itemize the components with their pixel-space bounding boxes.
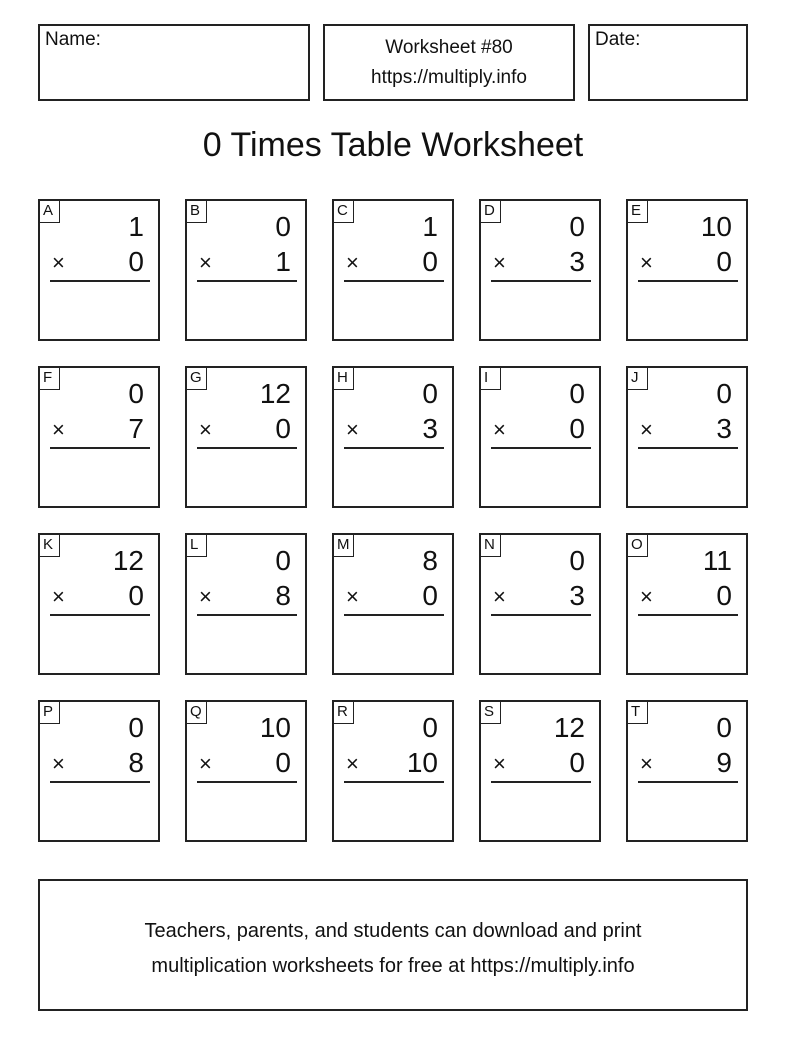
answer-line xyxy=(491,781,591,783)
answer-line xyxy=(638,280,738,282)
multiplier: 0 xyxy=(128,580,144,611)
problem-card-d[interactable] xyxy=(479,199,601,341)
answer-line xyxy=(50,614,150,616)
multiply-sign-icon: × xyxy=(493,417,506,442)
multiply-sign-icon: × xyxy=(346,584,359,609)
problem-card-m[interactable] xyxy=(332,533,454,675)
problem-card-b[interactable] xyxy=(185,199,307,341)
answer-line xyxy=(491,614,591,616)
problem-card-h[interactable] xyxy=(332,366,454,508)
multiply-sign-icon: × xyxy=(640,417,653,442)
multiplier: 10 xyxy=(406,747,438,778)
multiply-sign-icon: × xyxy=(52,751,65,776)
answer-line xyxy=(50,781,150,783)
multiplicand: 0 xyxy=(275,545,291,576)
problem-card-s[interactable] xyxy=(479,700,601,842)
multiply-sign-icon: × xyxy=(346,417,359,442)
problem-letter: N xyxy=(481,535,501,557)
problem-card-n[interactable] xyxy=(479,533,601,675)
multiplicand: 0 xyxy=(569,378,585,409)
problem-card-i[interactable] xyxy=(479,366,601,508)
multiplier: 0 xyxy=(128,246,144,277)
answer-line xyxy=(50,280,150,282)
footer-box xyxy=(38,879,748,1011)
multiplicand: 11 xyxy=(702,545,732,576)
multiplicand: 0 xyxy=(569,545,585,576)
multiply-sign-icon: × xyxy=(493,751,506,776)
problem-letter: O xyxy=(628,535,648,557)
multiplicand: 1 xyxy=(422,211,438,242)
footer-line-2: multiplication worksheets for free at https://multiply.info xyxy=(151,955,635,977)
problem-letter: E xyxy=(628,201,648,223)
multiplier: 3 xyxy=(569,246,585,277)
multiplicand: 0 xyxy=(716,712,732,743)
date-label: Date: xyxy=(595,29,641,50)
problem-card-q[interactable] xyxy=(185,700,307,842)
multiplier: 8 xyxy=(275,580,291,611)
name-field-box[interactable] xyxy=(38,24,310,101)
multiply-sign-icon: × xyxy=(640,751,653,776)
answer-line xyxy=(638,614,738,616)
problem-letter: S xyxy=(481,702,501,724)
multiplicand: 0 xyxy=(128,378,144,409)
multiplier: 0 xyxy=(716,580,732,611)
worksheet-number: Worksheet #80 xyxy=(385,37,513,58)
problem-letter: G xyxy=(187,368,207,390)
problem-letter: M xyxy=(334,535,354,557)
problem-letter: F xyxy=(40,368,60,390)
page-title: 0 Times Table Worksheet xyxy=(202,126,584,164)
date-field-box[interactable] xyxy=(588,24,748,101)
problem-letter: J xyxy=(628,368,648,390)
multiply-sign-icon: × xyxy=(52,250,65,275)
problem-card-a[interactable] xyxy=(38,199,160,341)
multiplicand: 0 xyxy=(128,712,144,743)
answer-line xyxy=(638,447,738,449)
multiplier: 7 xyxy=(128,413,144,444)
answer-line xyxy=(50,447,150,449)
problem-card-f[interactable] xyxy=(38,366,160,508)
multiplier: 3 xyxy=(422,413,438,444)
multiply-sign-icon: × xyxy=(346,250,359,275)
multiply-sign-icon: × xyxy=(640,584,653,609)
multiplicand: 12 xyxy=(259,378,291,409)
problem-letter: I xyxy=(481,368,501,390)
footer-line-1: Teachers, parents, and students can download and print xyxy=(144,920,642,942)
answer-line xyxy=(491,447,591,449)
multiplicand: 0 xyxy=(422,378,438,409)
multiply-sign-icon: × xyxy=(493,584,506,609)
answer-line xyxy=(344,447,444,449)
answer-line xyxy=(197,781,297,783)
problem-letter: P xyxy=(40,702,60,724)
problem-letter: B xyxy=(187,201,207,223)
problem-letter: Q xyxy=(187,702,207,724)
problem-card-k[interactable] xyxy=(38,533,160,675)
problem-card-p[interactable] xyxy=(38,700,160,842)
multiplier: 9 xyxy=(716,747,732,778)
problem-card-l[interactable] xyxy=(185,533,307,675)
problem-card-e[interactable] xyxy=(626,199,748,341)
multiply-sign-icon: × xyxy=(52,417,65,442)
multiplier: 1 xyxy=(275,246,291,277)
answer-line xyxy=(197,447,297,449)
multiply-sign-icon: × xyxy=(199,417,212,442)
name-label: Name: xyxy=(45,29,101,50)
problem-letter: K xyxy=(40,535,60,557)
problem-card-t[interactable] xyxy=(626,700,748,842)
answer-line xyxy=(638,781,738,783)
problem-card-r[interactable] xyxy=(332,700,454,842)
problem-letter: D xyxy=(481,201,501,223)
multiplier: 0 xyxy=(569,747,585,778)
multiplier: 8 xyxy=(128,747,144,778)
answer-line xyxy=(344,280,444,282)
problem-card-g[interactable] xyxy=(185,366,307,508)
worksheet-info-box xyxy=(323,24,575,101)
multiplicand: 8 xyxy=(422,545,438,576)
problem-letter: L xyxy=(187,535,207,557)
answer-line xyxy=(344,614,444,616)
answer-line xyxy=(491,280,591,282)
problem-letter: A xyxy=(40,201,60,223)
multiply-sign-icon: × xyxy=(199,584,212,609)
multiplier: 0 xyxy=(569,413,585,444)
multiply-sign-icon: × xyxy=(199,250,212,275)
multiplier: 0 xyxy=(422,580,438,611)
multiply-sign-icon: × xyxy=(346,751,359,776)
multiplier: 0 xyxy=(716,246,732,277)
multiplicand: 0 xyxy=(716,378,732,409)
worksheet-url: https://multiply.info xyxy=(371,67,527,88)
multiplicand: 0 xyxy=(569,211,585,242)
answer-line xyxy=(197,614,297,616)
multiplier: 3 xyxy=(569,580,585,611)
multiplicand: 12 xyxy=(112,545,144,576)
multiplier: 0 xyxy=(275,747,291,778)
problem-letter: R xyxy=(334,702,354,724)
multiplicand: 0 xyxy=(422,712,438,743)
multiplicand: 10 xyxy=(700,211,732,242)
multiplicand: 1 xyxy=(128,211,144,242)
multiplicand: 10 xyxy=(259,712,291,743)
multiply-sign-icon: × xyxy=(493,250,506,275)
multiplier: 3 xyxy=(716,413,732,444)
problem-card-j[interactable] xyxy=(626,366,748,508)
problem-letter: H xyxy=(334,368,354,390)
problem-letter: T xyxy=(628,702,648,724)
multiplicand: 0 xyxy=(275,211,291,242)
answer-line xyxy=(197,280,297,282)
multiplier: 0 xyxy=(275,413,291,444)
multiplicand: 12 xyxy=(553,712,585,743)
problem-card-c[interactable] xyxy=(332,199,454,341)
problem-letter: C xyxy=(334,201,354,223)
multiply-sign-icon: × xyxy=(640,250,653,275)
multiplier: 0 xyxy=(422,246,438,277)
answer-line xyxy=(344,781,444,783)
multiply-sign-icon: × xyxy=(199,751,212,776)
multiply-sign-icon: × xyxy=(52,584,65,609)
problem-card-o[interactable] xyxy=(626,533,748,675)
